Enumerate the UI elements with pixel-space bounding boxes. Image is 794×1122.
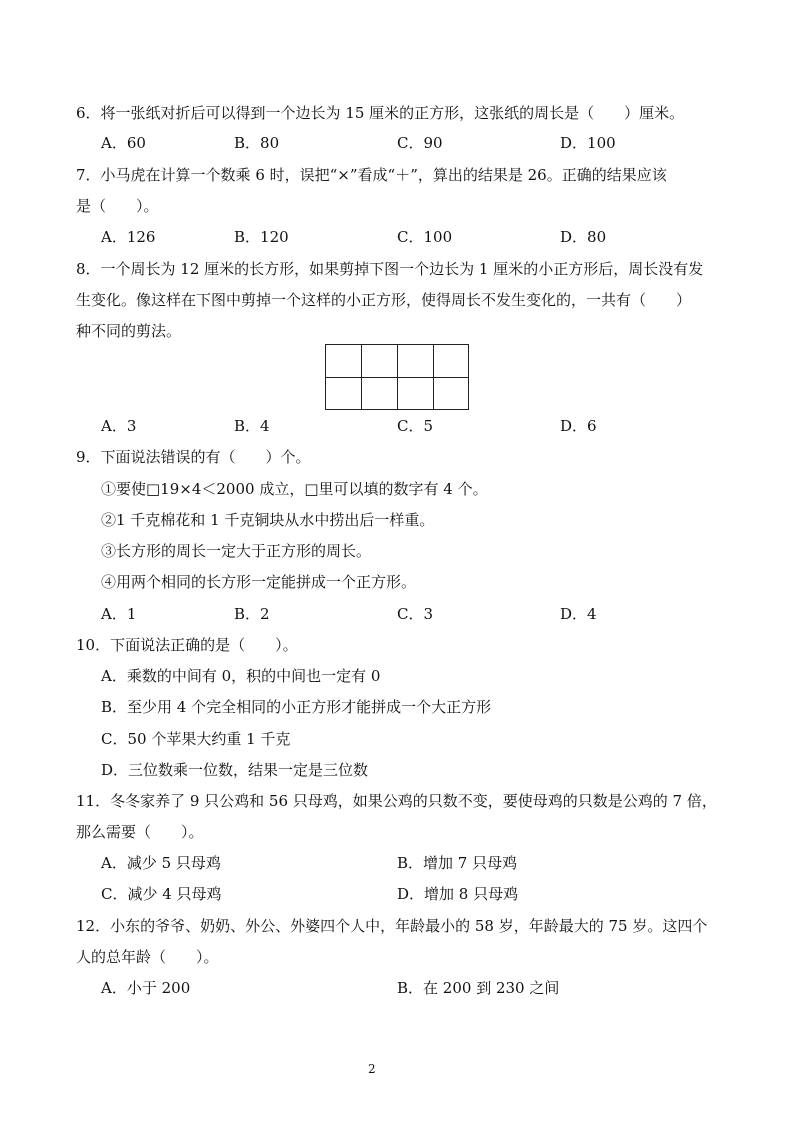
q7-option-d: D．80 (560, 228, 607, 246)
q9-statement-4: ④用两个相同的长方形一定能拼成一个正方形。 (101, 573, 417, 591)
q8-option-c: C．5 (397, 417, 434, 435)
q8-option-b: B．4 (234, 417, 270, 435)
q6-option-c: C．90 (397, 134, 443, 152)
q8-option-d: D．6 (560, 417, 597, 435)
q11-option-c: C．减少 4 只母鸡 (101, 885, 222, 903)
q10-option-a: A．乘数的中间有 0，积的中间也一定有 0 (101, 667, 381, 685)
q10-option-b: B．至少用 4 个完全相同的小正方形才能拼成一个大正方形 (101, 698, 492, 716)
q9-statement-2: ②1 千克棉花和 1 千克铜块从水中捞出后一样重。 (101, 511, 435, 529)
q9-statement-1: ①要使□19×4＜2000 成立，□里可以填的数字有 4 个。 (101, 480, 488, 498)
q9-option-a: A．1 (101, 605, 137, 623)
q9-stem: 9．下面说法错误的有（ ）个。 (76, 448, 311, 466)
rectangle-grid-figure (325, 344, 469, 410)
q6-option-a: A．60 (101, 134, 146, 152)
q8-stem-line2: 生变化。像这样在下图中剪掉一个这样的小正方形，使得周长不发生变化的，一共有（ ） (76, 291, 692, 309)
q11-option-b: B．增加 7 只母鸡 (397, 854, 518, 872)
q12-option-a: A．小于 200 (101, 979, 191, 997)
q8-stem-line3: 种不同的剪法。 (76, 322, 182, 340)
q8-stem-line1: 8．一个周长为 12 厘米的长方形，如果剪掉下图一个边长为 1 厘米的小正方形后，周长没有发 (76, 260, 704, 278)
q11-option-a: A．减少 5 只母鸡 (101, 854, 221, 872)
grid-line (326, 377, 468, 378)
q7-option-b: B．120 (234, 228, 289, 246)
q6-option-d: D．100 (560, 134, 616, 152)
q7-option-c: C．100 (397, 228, 453, 246)
q9-option-d: D．4 (560, 605, 597, 623)
q10-option-c: C．50 个苹果大约重 1 千克 (101, 730, 291, 748)
q6-option-b: B．80 (234, 134, 280, 152)
q12-option-b: B．在 200 到 230 之间 (397, 979, 560, 997)
q6-stem: 6．将一张纸对折后可以得到一个边长为 15 厘米的正方形，这张纸的周长是（ ）厘米。 (76, 104, 685, 122)
q12-stem-line2: 人的总年龄（ ）。 (76, 948, 219, 966)
page-number: 2 (368, 1062, 376, 1076)
q8-option-a: A．3 (101, 417, 137, 435)
q7-stem-line2: 是（ ）。 (76, 197, 159, 215)
q11-stem-line2: 那么需要（ ）。 (76, 823, 204, 841)
q7-stem-line1: 7．小马虎在计算一个数乘 6 时，误把“×”看成“＋”，算出的结果是 26。正确的结果应该 (76, 166, 667, 184)
q7-option-a: A．126 (101, 228, 156, 246)
q10-option-d: D．三位数乘一位数，结果一定是三位数 (101, 761, 369, 779)
q11-option-d: D．增加 8 只母鸡 (397, 885, 519, 903)
q9-statement-3: ③长方形的周长一定大于正方形的周长。 (101, 542, 372, 560)
q9-option-b: B．2 (234, 605, 270, 623)
q10-stem: 10．下面说法正确的是（ ）。 (76, 636, 298, 654)
q9-option-c: C．3 (397, 605, 434, 623)
q12-stem-line1: 12．小东的爷爷、奶奶、外公、外婆四个人中，年龄最小的 58 岁，年龄最大的 75 岁。这四个 (76, 917, 708, 935)
q11-stem-line1: 11．冬冬家养了 9 只公鸡和 56 只母鸡，如果公鸡的只数不变，要使母鸡的只数是公鸡的 7 倍， (76, 792, 717, 810)
